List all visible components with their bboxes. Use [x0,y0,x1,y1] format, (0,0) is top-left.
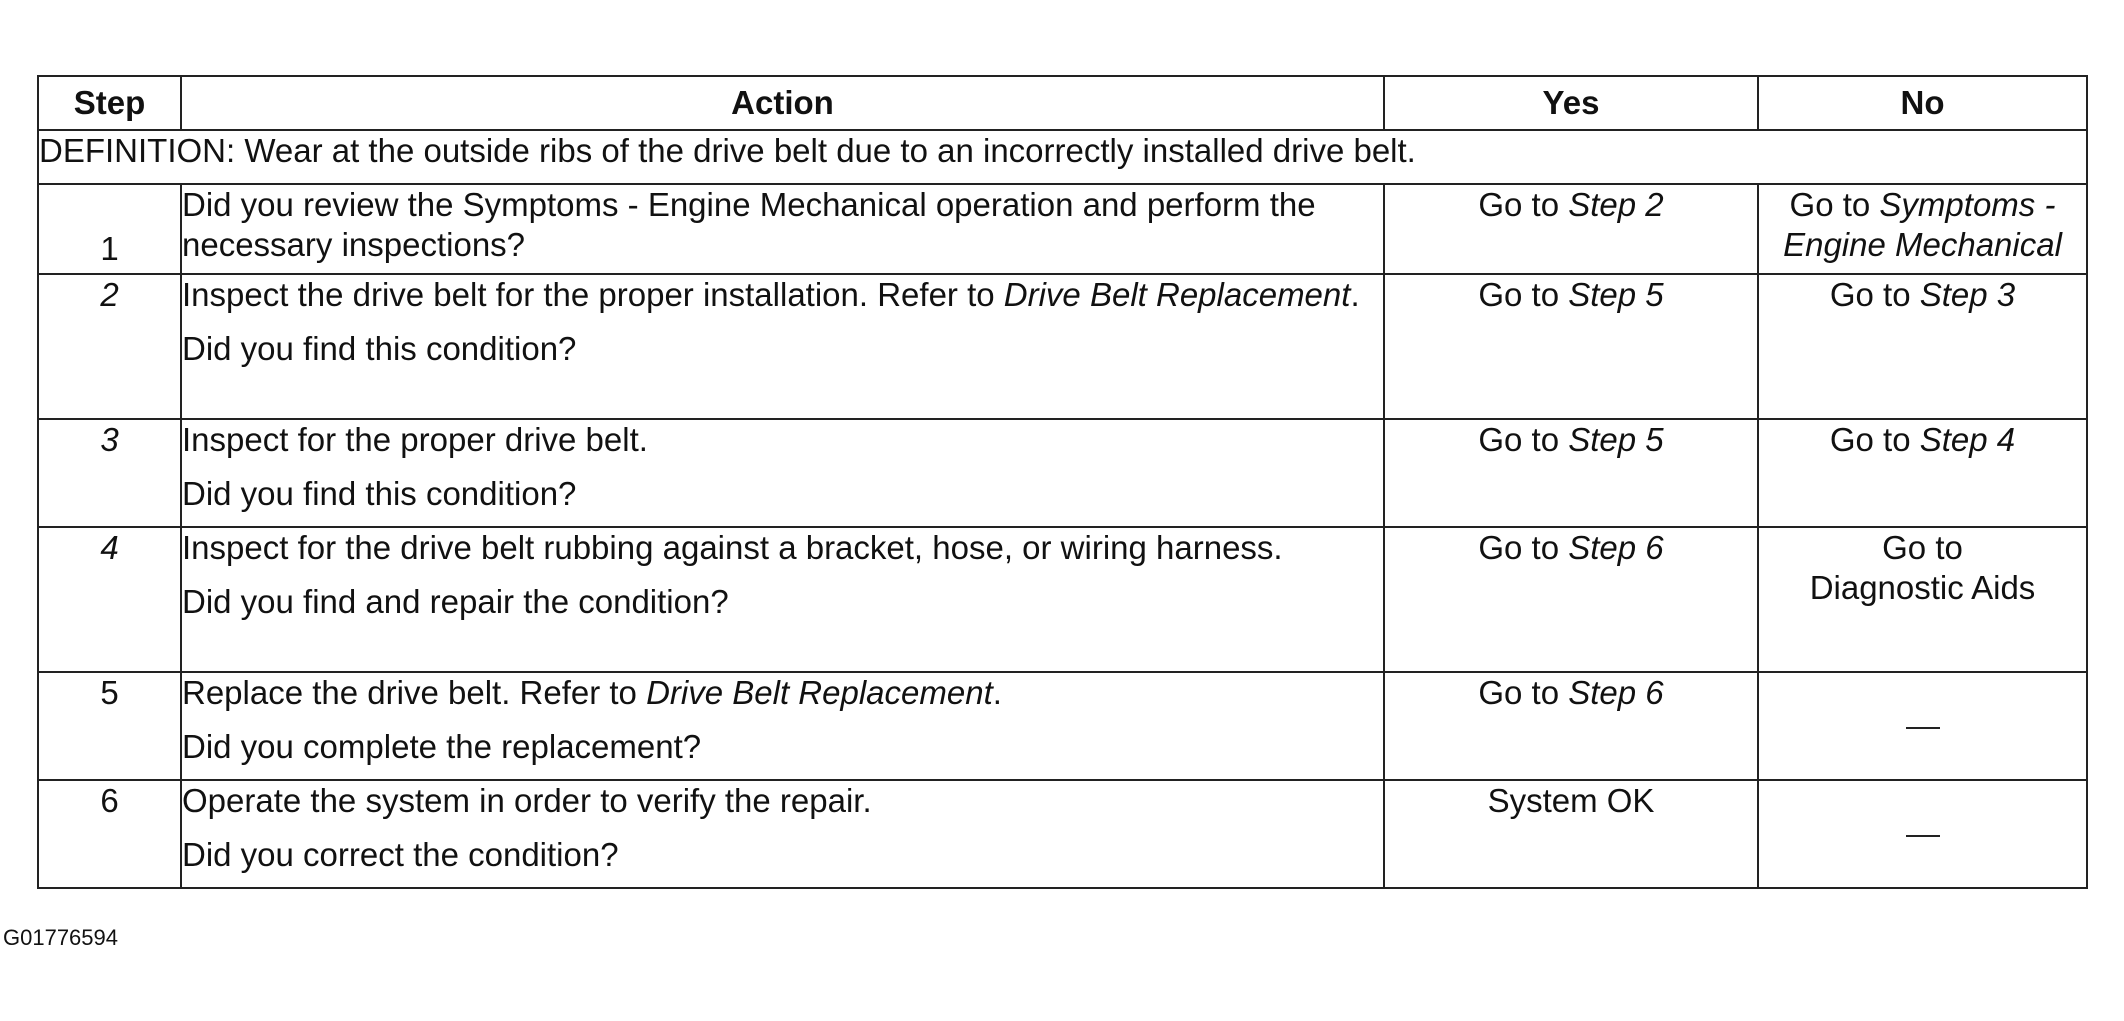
yes-step-ref: Step 2 [1568,186,1664,223]
action-ref: Drive Belt Replacement [646,674,993,711]
action-question: Did you find this condition? [182,475,577,512]
step-number: 6 [38,780,181,888]
yes-step-ref: Step 5 [1568,421,1664,458]
action-question: Did you complete the replacement? [182,728,702,765]
action-cell [181,274,1384,419]
no-step-ref: Step 4 [1919,421,2016,458]
no-line-2: Diagnostic Aids [1809,569,2036,606]
action-ref: Drive Belt Replacement [1003,276,1351,313]
header-row [38,76,2087,130]
action-cell [181,672,1384,780]
step-number: 3 [38,419,181,527]
action-cell [181,184,1384,274]
table-row [38,419,2087,527]
figure-id: G01776594 [3,925,118,950]
yes-prefix: Go to [1478,276,1569,313]
yes-prefix: Go to [1478,674,1569,711]
em-dash [1906,835,1940,837]
no-cell [1758,184,2087,274]
action-text: Inspect for the drive belt rubbing against a bracket, hose, or wiring harness. [182,529,1283,566]
no-cell [1758,672,2087,780]
yes-cell [1384,527,1758,672]
yes-cell [1384,672,1758,780]
yes-cell [1384,274,1758,419]
table-row [38,672,2087,780]
yes-cell [1384,184,1758,274]
action-text: Replace the drive belt. Refer to Drive Belt Replacement. [182,674,1002,711]
no-cell [1758,274,2087,419]
header-yes: Yes [1384,76,1758,130]
action-question: Did you find and repair the condition? [182,583,729,620]
table-row [38,780,2087,888]
action-cell [181,780,1384,888]
yes-cell: System OK [1384,780,1758,888]
no-line-1: Go to [1882,529,1963,566]
no-prefix: Go to [1789,186,1880,223]
no-ref: Symptoms - Engine Mechanical [1783,186,2062,263]
header-no: No [1758,76,2087,130]
step-number: 5 [38,672,181,780]
no-prefix: Go to [1829,421,1920,458]
yes-cell [1384,419,1758,527]
yes-prefix: Go to [1478,186,1569,223]
no-step-ref: Step 3 [1919,276,2016,313]
yes-prefix: Go to [1478,529,1569,566]
action-text: Inspect the drive belt for the proper installation. Refer to Drive Belt Replacement. [182,276,1360,313]
action-cell [181,419,1384,527]
step-number: 1 [38,184,181,274]
table-row [38,184,2087,274]
no-cell [1758,527,2087,672]
header-step: Step [38,76,181,130]
step-number: 4 [38,527,181,672]
action-text: Did you review the Symptoms - Engine Mechanical operation and perform the necessary inspections? [182,186,1316,263]
definition-text: DEFINITION: Wear at the outside ribs of the drive belt due to an incorrectly installed drive belt. [38,130,2087,184]
diagnostic-table [37,75,2088,889]
yes-step-ref: Step 5 [1568,276,1664,313]
no-prefix: Go to [1829,276,1920,313]
yes-prefix: Go to [1478,421,1569,458]
action-text: Operate the system in order to verify the repair. [182,782,872,819]
em-dash [1906,727,1940,729]
no-cell [1758,419,2087,527]
yes-step-ref: Step 6 [1568,529,1664,566]
action-text: Inspect for the proper drive belt. [182,421,648,458]
table-row [38,274,2087,419]
action-question: Did you correct the condition? [182,836,619,873]
action-cell [181,527,1384,672]
table-row [38,527,2087,672]
definition-row [38,130,2087,184]
yes-step-ref: Step 6 [1568,674,1664,711]
no-cell [1758,780,2087,888]
header-action: Action [181,76,1384,130]
action-question: Did you find this condition? [182,330,577,367]
step-number: 2 [38,274,181,419]
